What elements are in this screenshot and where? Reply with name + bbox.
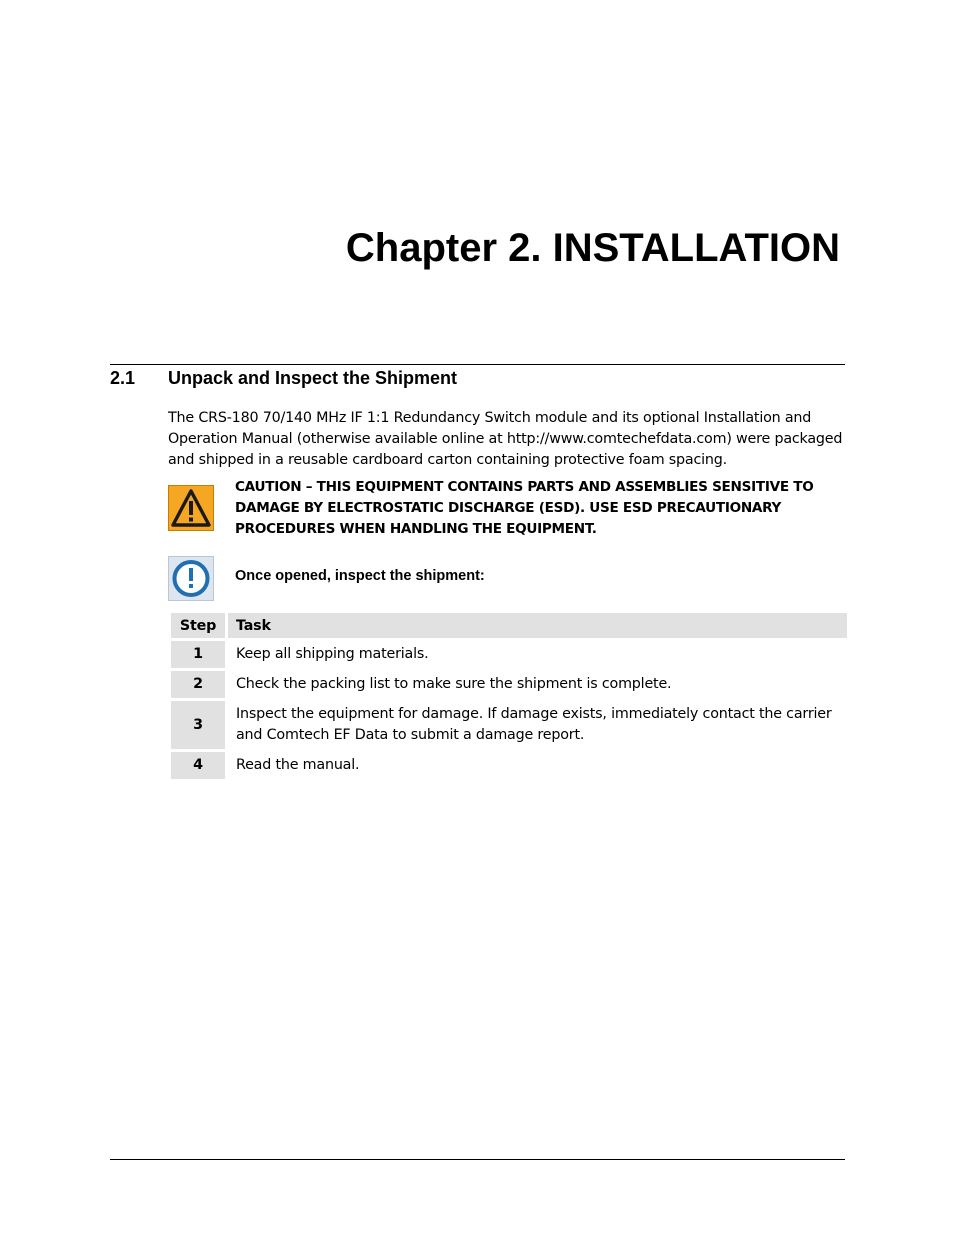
section-title: Unpack and Inspect the Shipment — [168, 368, 458, 388]
info-exclamation-icon — [168, 556, 214, 601]
step-task: Check the packing list to make sure the shipment is complete. — [236, 676, 672, 692]
footer-divider — [110, 1159, 845, 1160]
step-task: Keep all shipping materials. — [236, 646, 429, 662]
column-header-task: Task — [228, 613, 847, 638]
inspection-steps-table — [168, 610, 850, 782]
table-row — [171, 752, 847, 779]
warning-triangle-icon — [168, 485, 214, 531]
section-number: 2.1 — [110, 368, 136, 388]
section-divider — [110, 364, 845, 365]
table-row — [171, 641, 847, 668]
section-heading — [110, 368, 457, 389]
intro-paragraph: The CRS-180 70/140 MHz IF 1:1 Redundancy Switch module and its optional Installation and Operation Manual (otherwise available online at http://www.comtechefdata.com) were packaged and shipped in a reusable cardboard carton containing protective foam spacing. — [168, 410, 843, 468]
step-task: Read the manual. — [236, 757, 360, 773]
step-task: Inspect the equipment for damage. If damage exists, immediately contact the carrier and Comtech EF Data to submit a damage report. — [236, 706, 832, 743]
note-message: Once opened, inspect the shipment: — [235, 568, 485, 584]
table-row — [171, 671, 847, 698]
step-number: 3 — [171, 701, 225, 749]
caution-message: CAUTION – THIS EQUIPMENT CONTAINS PARTS AND ASSEMBLIES SENSITIVE TO DAMAGE BY ELECTROSTATIC DISCHARGE (ESD). USE ESD PRECAUTIONARY PROCEDURES WHEN HANDLING THE EQUIPMENT. — [235, 479, 814, 537]
step-number: 2 — [171, 671, 225, 698]
table-row — [171, 701, 847, 749]
step-number: 1 — [171, 641, 225, 668]
chapter-title: Chapter 2. INSTALLATION — [345, 226, 840, 270]
column-header-step: Step — [171, 613, 225, 638]
step-number: 4 — [171, 752, 225, 779]
